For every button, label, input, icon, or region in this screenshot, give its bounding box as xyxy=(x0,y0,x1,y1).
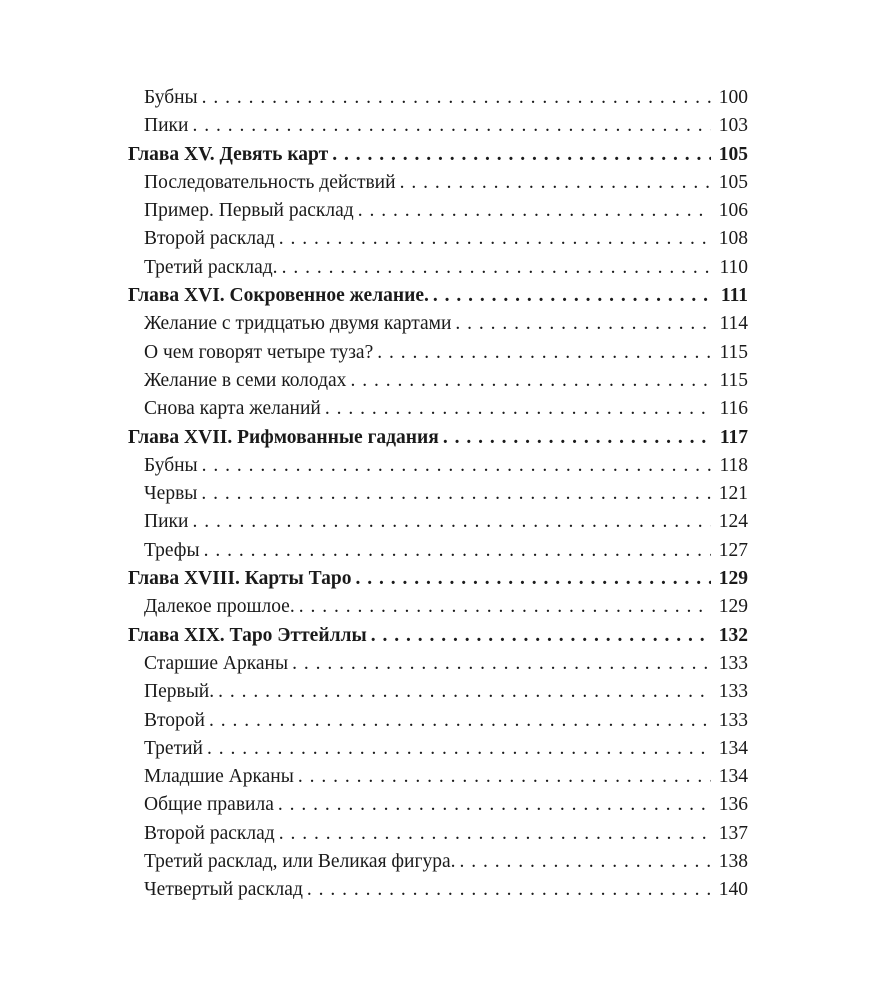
toc-entry-page-number: 136 xyxy=(718,794,748,816)
toc-entry-title: Снова карта желаний xyxy=(144,398,321,420)
toc-entry-title: Второй расклад xyxy=(144,822,275,844)
toc-entry-page-number: 121 xyxy=(718,483,748,505)
toc-entry-page-number: 114 xyxy=(719,313,748,335)
dot-leader xyxy=(192,112,711,140)
dot-leader xyxy=(358,197,711,225)
toc-section-entry xyxy=(128,763,748,791)
toc-entry-page-number: 105 xyxy=(718,171,748,193)
toc-entry-page-number: 108 xyxy=(718,228,748,250)
toc-entry-title: Глава XIX. Таро Эттейллы xyxy=(128,624,367,646)
toc-chapter-entry xyxy=(128,424,748,452)
toc-entry-title: Четвертый расклад xyxy=(144,879,303,901)
dot-leader xyxy=(282,254,711,282)
toc-entry-page-number: 138 xyxy=(718,851,748,873)
toc-entry-title: Пример. Первый расклад xyxy=(144,200,354,222)
toc-section-entry xyxy=(128,707,748,735)
toc-entry-title: Первый. xyxy=(144,681,215,703)
toc-entry-title: Старшие Арканы xyxy=(144,652,289,674)
dot-leader xyxy=(292,650,711,678)
toc-entry-page-number: 133 xyxy=(718,709,748,731)
dot-leader xyxy=(207,735,711,763)
toc-entry-title: Червы xyxy=(144,483,198,505)
dot-leader xyxy=(377,339,711,367)
toc-entry-title: Пики xyxy=(144,511,189,533)
toc-entry-page-number: 129 xyxy=(718,568,748,590)
toc-section-entry xyxy=(128,112,748,140)
toc-entry-title: Пики xyxy=(144,115,189,137)
toc-entry-page-number: 137 xyxy=(718,822,748,844)
toc-entry-page-number: 105 xyxy=(718,143,748,165)
toc-entry-page-number: 140 xyxy=(718,879,748,901)
dot-leader xyxy=(202,84,711,112)
toc-section-entry xyxy=(128,876,748,904)
toc-section-entry xyxy=(128,367,748,395)
toc-section-entry xyxy=(128,678,748,706)
toc-section-entry xyxy=(128,84,748,112)
toc-chapter-entry xyxy=(128,622,748,650)
toc-entry-title: Второй расклад xyxy=(144,228,275,250)
toc-entry-page-number: 127 xyxy=(718,539,748,561)
dot-leader xyxy=(218,678,711,706)
toc-section-entry xyxy=(128,735,748,763)
dot-leader xyxy=(204,537,711,565)
dot-leader xyxy=(209,707,711,735)
toc-entry-title: Бубны xyxy=(144,454,198,476)
dot-leader xyxy=(325,395,711,423)
toc-entry-page-number: 117 xyxy=(719,426,748,448)
dot-leader xyxy=(279,820,711,848)
toc-section-entry xyxy=(128,848,748,876)
toc-chapter-entry xyxy=(128,282,748,310)
dot-leader xyxy=(201,480,711,508)
toc-entry-page-number: 110 xyxy=(719,256,748,278)
toc-entry-title: Бубны xyxy=(144,87,198,108)
dot-leader xyxy=(298,763,711,791)
toc-entry-title: Далекое прошлое. xyxy=(144,596,295,618)
toc-entry-title: Глава XV. Девять карт xyxy=(128,143,329,165)
toc-entry-title: Глава XVIII. Карты Таро xyxy=(128,568,352,590)
toc-chapter-entry xyxy=(128,141,748,169)
dot-leader xyxy=(332,141,711,169)
toc-section-entry xyxy=(128,395,748,423)
toc-entry-title: Третий расклад, или Великая фигура. xyxy=(144,851,456,873)
toc-entry-page-number: 118 xyxy=(719,454,748,476)
toc-section-entry xyxy=(128,452,748,480)
toc-section-entry xyxy=(128,508,748,536)
toc-entry-page-number: 134 xyxy=(718,766,748,788)
dot-leader xyxy=(455,310,711,338)
dot-leader xyxy=(299,593,711,621)
toc-entry-title: О чем говорят четыре туза? xyxy=(144,341,374,363)
dot-leader xyxy=(192,508,711,536)
toc-section-entry xyxy=(128,480,748,508)
toc-entry-page-number: 116 xyxy=(719,398,748,420)
toc-entry-title: Глава XVI. Сокровенное желание. xyxy=(128,285,429,307)
toc-entry-title: Желание с тридцатью двумя картами xyxy=(144,313,452,335)
toc-entry-title: Последовательность действий xyxy=(144,171,396,193)
toc-entry-title: Второй xyxy=(144,709,205,731)
dot-leader xyxy=(400,169,711,197)
toc-entry-page-number: 132 xyxy=(718,624,748,646)
toc-section-entry xyxy=(128,650,748,678)
toc-entry-page-number: 124 xyxy=(718,511,748,533)
toc-entry-page-number: 103 xyxy=(718,115,748,137)
toc-section-entry xyxy=(128,254,748,282)
dot-leader xyxy=(350,367,711,395)
toc-section-entry xyxy=(128,820,748,848)
toc-entry-page-number: 111 xyxy=(720,285,748,307)
table-of-contents xyxy=(128,84,748,905)
toc-entry-title: Общие правила xyxy=(144,794,274,816)
toc-entry-title: Желание в семи колодах xyxy=(144,369,347,391)
dot-leader xyxy=(279,225,711,253)
dot-leader xyxy=(307,876,711,904)
toc-section-entry xyxy=(128,339,748,367)
dot-leader xyxy=(356,565,712,593)
toc-entry-page-number: 129 xyxy=(718,596,748,618)
dot-leader xyxy=(278,791,711,819)
toc-section-entry xyxy=(128,225,748,253)
toc-entry-page-number: 115 xyxy=(719,341,748,363)
toc-entry-title: Трефы xyxy=(144,539,200,561)
toc-entry-title: Третий расклад. xyxy=(144,256,278,278)
toc-entry-page-number: 115 xyxy=(719,369,748,391)
toc-entry-page-number: 134 xyxy=(718,737,748,759)
toc-entry-page-number: 106 xyxy=(718,200,748,222)
toc-entry-page-number: 133 xyxy=(718,681,748,703)
toc-entry-page-number: 133 xyxy=(718,652,748,674)
toc-chapter-entry xyxy=(128,565,748,593)
toc-entry-page-number: 100 xyxy=(718,87,748,108)
toc-section-entry xyxy=(128,537,748,565)
toc-section-entry xyxy=(128,169,748,197)
dot-leader xyxy=(460,848,711,876)
dot-leader xyxy=(202,452,711,480)
toc-section-entry xyxy=(128,791,748,819)
toc-section-entry xyxy=(128,310,748,338)
toc-entry-title: Младшие Арканы xyxy=(144,766,294,788)
toc-section-entry xyxy=(128,593,748,621)
toc-entry-title: Глава XVII. Рифмованные гадания xyxy=(128,426,439,448)
dot-leader xyxy=(433,282,711,310)
dot-leader xyxy=(371,622,711,650)
toc-entry-title: Третий xyxy=(144,737,203,759)
dot-leader xyxy=(443,424,711,452)
toc-section-entry xyxy=(128,197,748,225)
